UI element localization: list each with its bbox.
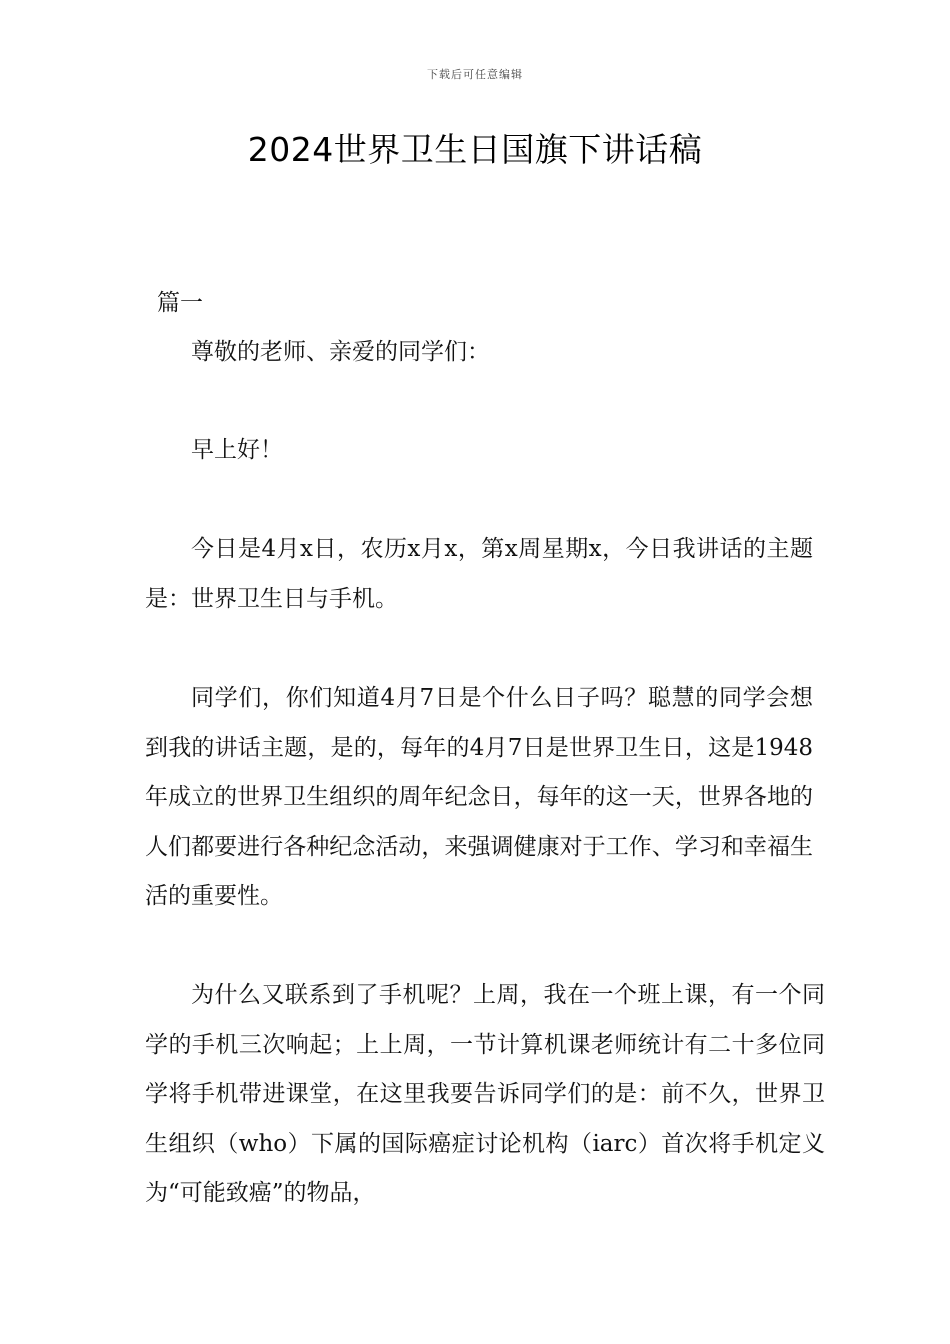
paragraph-world-health-day xyxy=(145,674,813,922)
paragraph-salutation xyxy=(145,328,813,378)
section-label: 篇一 xyxy=(157,290,203,316)
paragraph-mobile-phone xyxy=(145,971,825,1219)
paragraph-text: 为什么又联系到了手机呢？上周，我在一个班上课，有一个同学的手机三次响起；上上周，一节计算机课老师统计有二十多位同学将手机带进课堂，在这里我要告诉同学们的是：前不久，世界卫生组织（who）下属的国际癌症讨论机构（iarc）首次将手机定义为“可能致癌”的物品， xyxy=(145,982,825,1206)
paragraph-text: 今日是4月x日，农历x月x，第x周星期x，今日我讲话的主题是：世界卫生日与手机。 xyxy=(145,536,813,612)
paragraph-text: 同学们，你们知道4月7日是个什么日子吗？聪慧的同学会想到我的讲话主题，是的，每年的4月7日是世界卫生日，这是1948年成立的世界卫生组织的周年纪念日，每年的这一天，世界各地的人们都要进行各种纪念活动，来强调健康对于工作、学习和幸福生活的重要性。 xyxy=(145,685,813,909)
header-note: 下载后可任意编辑 xyxy=(427,68,523,81)
paragraph-text: 尊敬的老师、亲爱的同学们： xyxy=(191,339,490,365)
paragraph-greeting xyxy=(145,426,813,476)
page-title: 2024世界卫生日国旗下讲话稿 xyxy=(247,130,703,169)
paragraph-intro xyxy=(145,525,813,624)
paragraph-text: 早上好！ xyxy=(191,437,283,463)
